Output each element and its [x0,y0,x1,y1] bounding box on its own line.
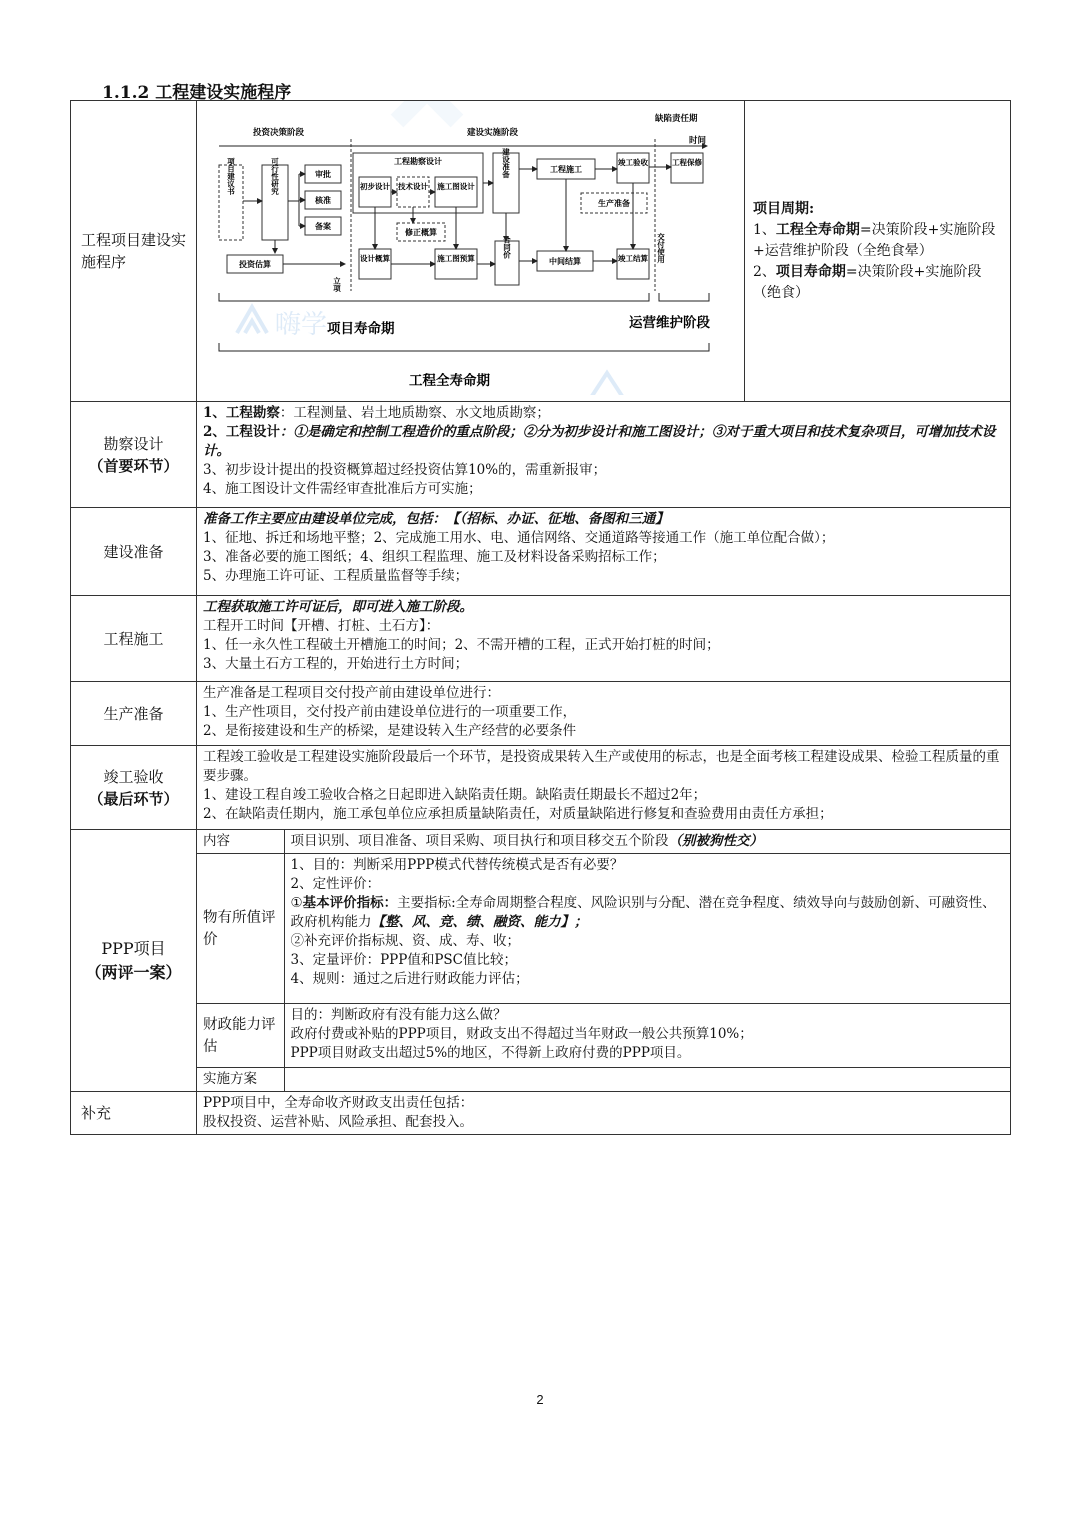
ppp-fiscal-text: 目的：判断政府有没有能力这么做？ 政府付费或补贴的PPP项目，财政支出不得超过当年财政一般公共预算10%； PPP项目财政支出超过5%的地区，不得新上政府付费的PPP项目。 [284,1004,1010,1068]
lifecycle-diagram [197,101,745,395]
box-warranty-text: 工程保修 [672,158,702,167]
row-content-prep: 准备工作主要应由建设单位完成，包括：【（招标、办证、征地、备图和三通】 1、征地、拆迁和场地平整；2、完成施工用水、电、通信网络、交通道路等接通工作（施工单位配合做）； 3、准备必要的施工图纸；4、组织工程监理、施工及材料设备采购招标工作； 5、办理施工许可证、工程质量监督等手续； [197,508,1011,596]
box-mid-settle-text: 中间结算 [549,257,581,266]
table-row [71,746,1011,830]
notes-line-1: 1、工程全寿命期=决策阶段+实施阶段+运营维护阶段（全绝食晕） [753,221,996,259]
brace-ops [659,293,709,301]
table-row [71,402,1011,508]
ppp-plan-text [284,1068,1010,1092]
box-final-settle-text: 竣工结算 [618,254,648,263]
box-design-estimate-text: 设计概算 [360,254,390,263]
row-label-ppp: PPP项目 （两评一案） [71,830,197,1092]
box-record-text: 备案 [315,222,331,231]
box-survey-design-text: 工程勘察设计 [394,157,442,166]
lifecycle-diagram-cell [197,101,745,402]
notes-title: 项目周期: [753,200,815,217]
label-handover: 交付使用 [656,233,666,263]
table-row [71,682,1011,746]
box-revised-estimate-text: 修正概算 [405,228,437,237]
box-drawing-budget-text: 施工图预算 [437,254,475,263]
row-label-construct: 工程施工 [71,596,197,682]
box-prep-text: 建设准备 [501,148,511,178]
box-estimate-text: 投资估算 [239,260,271,269]
box-drawing-design-text: 施工图设计 [437,182,475,191]
stage-build: 建设实施阶段 [467,128,519,138]
row-content-production: 生产准备是工程项目交付投产前由建设单位进行： 1、生产性项目，交付投产前由建设单位进行的一项重要工作， 2、是衔接建设和生产的桥梁，是建设转入生产经营的必要条件 [197,682,1011,746]
table-row [71,101,1011,402]
brace-project [219,293,649,301]
label-lixiang: 立项 [332,277,342,292]
span-project-text: 项目寿命期 [327,321,395,337]
ppp-content-label: 内容 [197,830,284,854]
row-content-construct: 工程获取施工许可证后，即可进入施工阶段。 工程开工时间【开槽、打桩、土石方】： 1、任一永久性工程破土开槽施工的时间；2、不需开槽的工程，正式开始打桩的时间； 3、大量土石方工程的，开始进行土方时间； [197,596,1011,682]
row-label-prep: 建设准备 [71,508,197,596]
section-heading: 1.1.2 工程建设实施程序 [102,83,292,103]
procedure-table [70,100,1011,1135]
lifecycle-notes [745,101,1011,402]
box-accept-text: 竣工验收 [618,158,648,167]
stage-invest: 投资决策阶段 [253,128,305,138]
watermark-text: 嗨学 [275,310,328,340]
row-label-survey: 勘察设计 （首要环节） [71,402,197,508]
box-prelim-text: 初步设计 [360,182,390,191]
time-label: 时间 [689,136,707,146]
ppp-content-text: 项目识别、项目准备、项目采购、项目执行和项目移交五个阶段（别被狗性交） [284,830,1010,854]
row-label-acceptance: 竣工验收 （最后环节） [71,746,197,830]
stage-defect: 缺陷责任期 [655,114,698,124]
row-content-supplement: PPP项目中，全寿命收齐财政支出责任包括： 股权投资、运营补贴、风险承担、配套投入。 [197,1092,1011,1135]
ppp-vfm-text: 1、目的：判断采用PPP模式代替传统模式是否有必要？ 2、定性评价： ①基本评价指标：主要指标:全寿命周期整合程度、风险识别与分配、潜在竞争程度、绩效导向与鼓励创新、可融资性、政府机构能力【整、风、竞、绩、融资、能力】； ②补充评价指标规、资、成、寿、收； 3、定量评价：PPP值和PSC值比较； 4、规则：通过之后进行财政能力评估； [284,854,1010,1004]
table-row [71,508,1011,596]
table-row [71,1092,1011,1135]
box-construct-text: 工程施工 [550,165,582,174]
row-label-production: 生产准备 [71,682,197,746]
box-proposal-text: 项目建议书 [226,157,236,195]
table-row [71,830,1011,1092]
brace-full [219,343,709,351]
page-number: 2 [536,1392,544,1407]
ppp-fiscal-label: 财政能力评估 [197,1004,284,1068]
row-label-supplement: 补充 [71,1092,197,1135]
ppp-plan-label: 实施方案 [197,1068,284,1092]
box-verify-text: 核准 [315,196,331,205]
box-feasibility-text: 可行性研究 [270,157,280,195]
ppp-vfm-label: 物有所值评价 [197,854,284,1004]
ppp-subtable [197,830,1010,1091]
box-prod-prep-text: 生产准备 [598,199,630,208]
row-content-survey: 1、工程勘察：工程测量、岩土地质勘察、水文地质勘察； 2、工程设计：①是确定和控制工程造价的重点阶段；②分为初步设计和施工图设计；③对于重大项目和技术复杂项目，可增加技术设计。 3、初步设计提出的投资概算超过经投资估算10%的，需重新报审； 4、施工图设计文件需经审查批准后方可实施； [197,402,1011,508]
row-content-ppp [197,830,1011,1092]
notes-line-2: 2、项目寿命期=决策阶段+实施阶段（绝食） [753,263,982,301]
span-full-text: 工程全寿命期 [409,373,490,389]
table-row [71,596,1011,682]
box-contract-text: 合同价 [502,235,512,259]
row-label-program: 工程项目建设实施程序 [71,101,197,402]
box-approve-text: 审批 [315,170,331,179]
span-ops-text: 运营维护阶段 [629,315,710,331]
box-tech-text: 技术设计 [398,182,428,191]
row-content-acceptance: 工程竣工验收是工程建设实施阶段最后一个环节，是投资成果转入生产或使用的标志，也是全面考核工程建设成果、检验工程质量的重要步骤。 1、建设工程自竣工验收合格之日起即进入缺陷责任期。缺陷责任期最长不超过2年； 2、在缺陷责任期内，施工承包单位应承担质量缺陷责任，对质量缺陷进行修复和查验费用由责任方承担； [197,746,1011,830]
